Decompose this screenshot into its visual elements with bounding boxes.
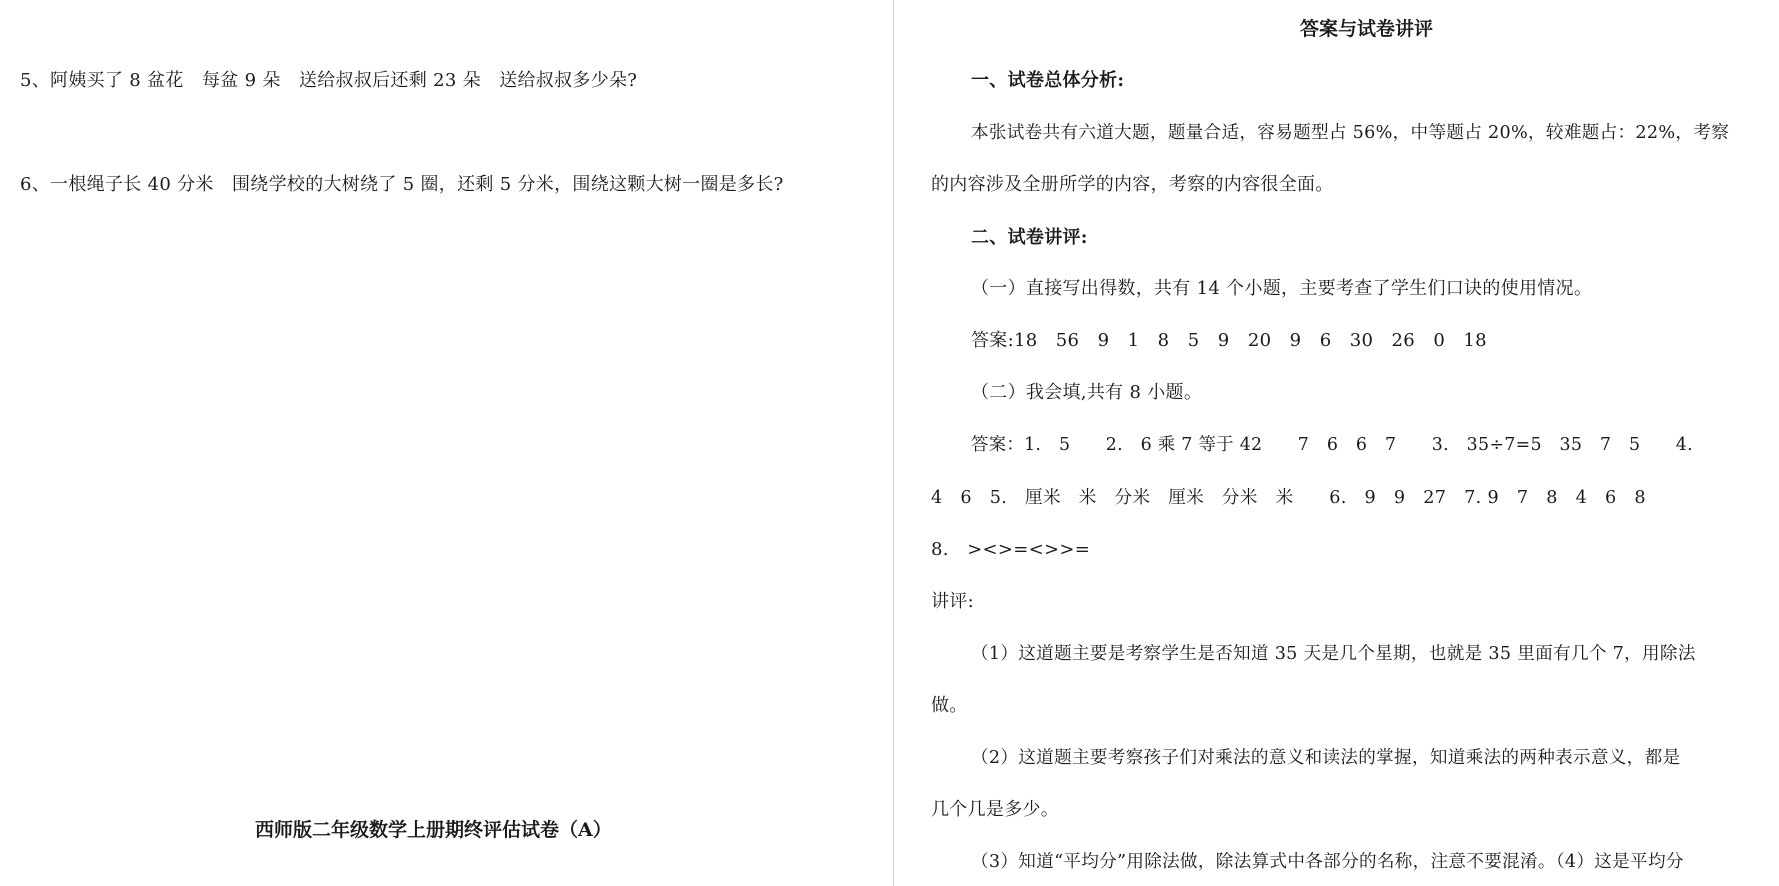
section2-heading: 二、试卷讲评: bbox=[971, 227, 1088, 248]
exam-title: 西师版二年级数学上册期终评估试卷（A） bbox=[255, 819, 612, 841]
comment-label: 讲评: bbox=[931, 591, 974, 612]
comment3-line1: （3）知道“平均分”用除法做，除法算式中各部分的名称，注意不要混淆。（4）这是平均分 bbox=[971, 852, 1684, 872]
part2-answer-line3: 8. ><>=<>>= bbox=[931, 539, 1091, 560]
question-6: 6、一根绳子长 40 分米 围绕学校的大树绕了 5 圈，还剩 5 分米，围绕这颗大树一圈是多长? bbox=[20, 174, 784, 195]
page-divider bbox=[893, 0, 894, 886]
right-page bbox=[897, 0, 1779, 886]
section1-paragraph-line1: 本张试卷共有六道大题，题量合适，容易题型占 56%，中等题占 20%，较难题占：22%，考察 bbox=[971, 123, 1730, 143]
comment2-line1: （2）这道题主要考察孩子们对乘法的意义和读法的掌握，知道乘法的两种表示意义，都是 bbox=[971, 748, 1681, 768]
part1-answer: 答案:18 56 9 1 8 5 9 20 9 6 30 26 0 18 bbox=[971, 330, 1487, 351]
part2-heading: （二）我会填,共有 8 小题。 bbox=[971, 382, 1203, 403]
answers-title: 答案与试卷讲评 bbox=[1300, 18, 1434, 40]
section1-paragraph-line2: 的内容涉及全册所学的内容，考察的内容很全面。 bbox=[931, 174, 1334, 195]
part2-answer-line2: 4 6 5. 厘米 米 分米 厘米 分米 米 6. 9 9 27 7. 9 7 8 4 6 8 bbox=[931, 488, 1646, 508]
part2-answer-line1: 答案：1. 5 2. 6 乘 7 等于 42 7 6 6 7 3. 35÷7=5 35 7 5 4. bbox=[971, 435, 1693, 455]
section1-heading: 一、试卷总体分析: bbox=[971, 70, 1125, 91]
comment1-line2: 做。 bbox=[931, 695, 968, 716]
question-5: 5、阿姨买了 8 盆花 每盆 9 朵 送给叔叔后还剩 23 朵 送给叔叔多少朵? bbox=[20, 70, 638, 91]
comment2-line2: 几个几是多少。 bbox=[931, 799, 1060, 820]
comment1-line1: （1）这道题主要是考察学生是否知道 35 天是几个星期，也就是 35 里面有几个 7，用除法 bbox=[971, 644, 1696, 664]
part1-heading: （一）直接写出得数，共有 14 个小题，主要考查了学生们口诀的使用情况。 bbox=[971, 278, 1593, 299]
